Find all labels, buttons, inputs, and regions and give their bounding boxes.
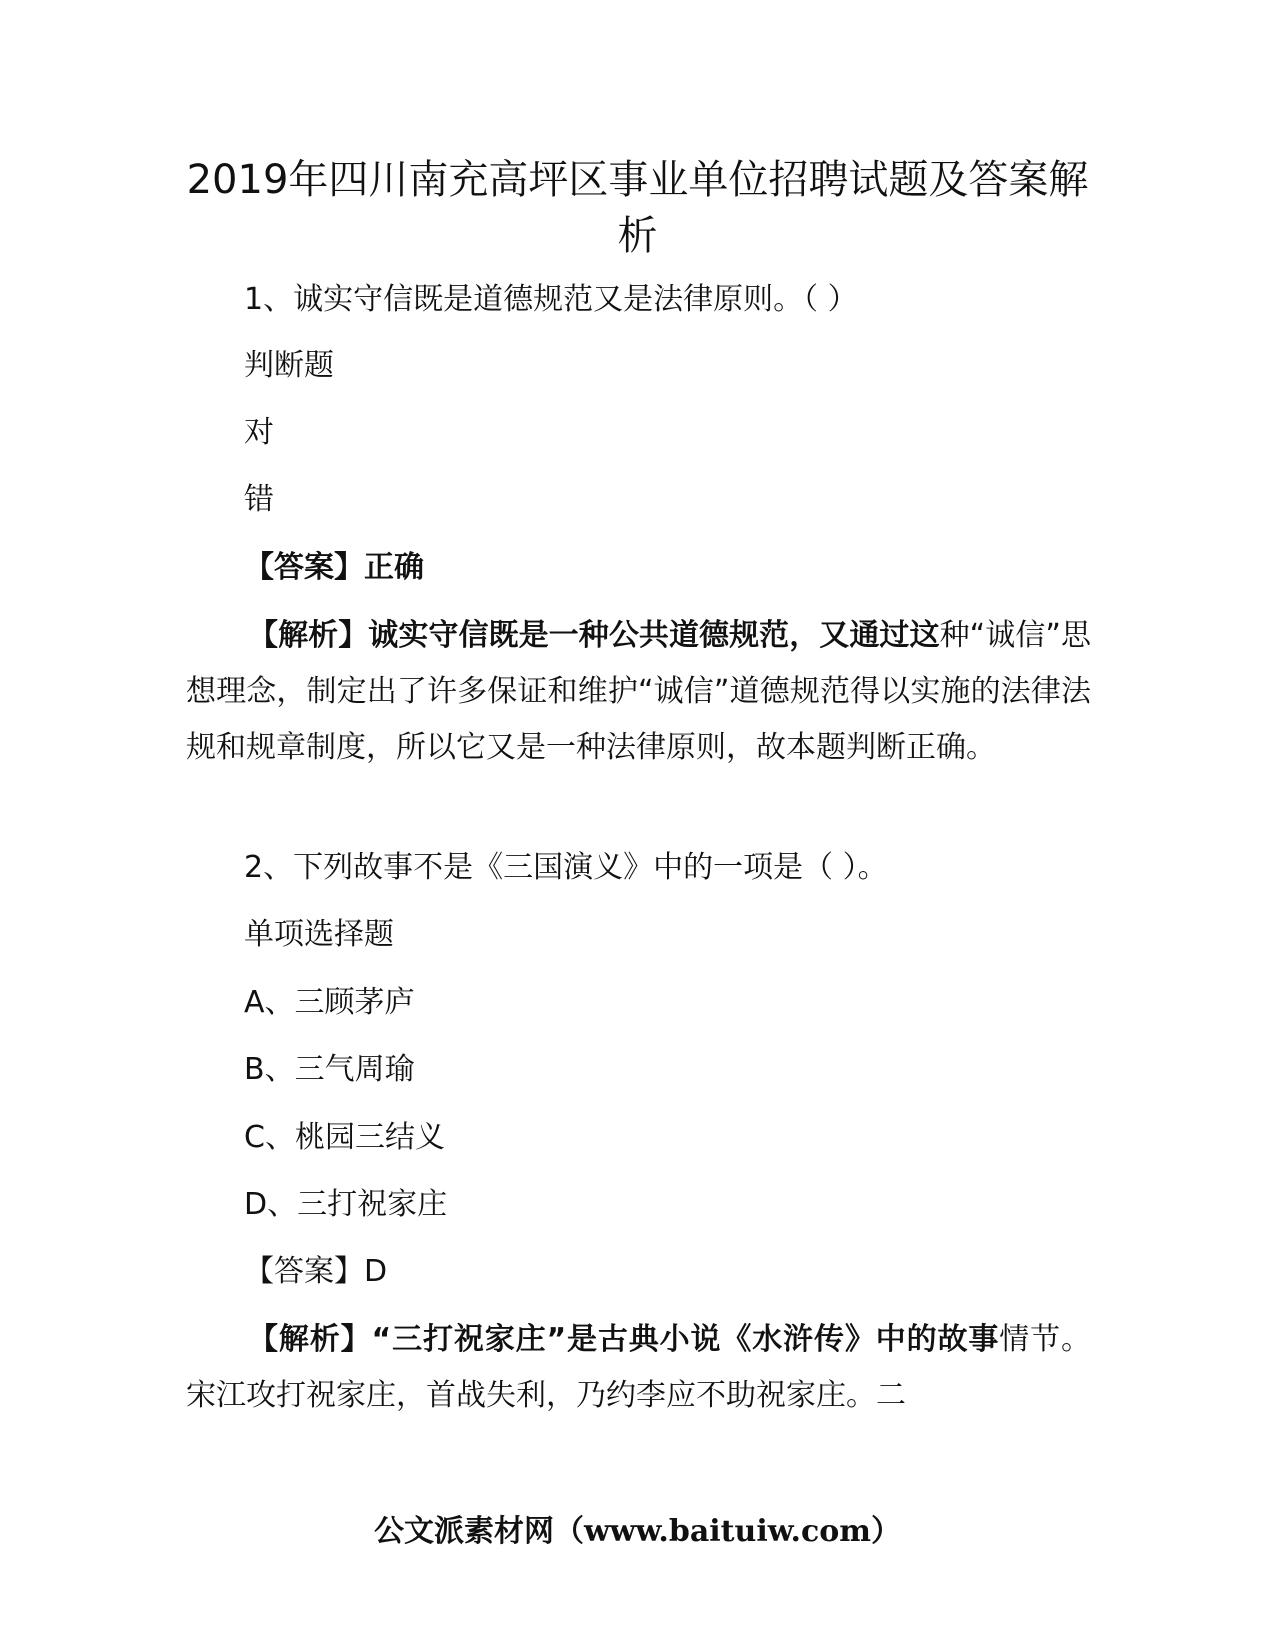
question-1-analysis-rest: 种“诚信”思想理念，制定出了许多保证和维护“诚信”道德规范得以实施的法律法规和规章制度，所以它又是一种法律原则，故本题判断正确。 — [186, 618, 1092, 765]
question-1-option-1: 对 — [244, 415, 274, 450]
question-2-analysis-rest: 情节。宋江攻打祝家庄，首战失利，乃约李应不助祝家庄。二 — [186, 1322, 1091, 1413]
question-2-answer: 【答案】D — [244, 1254, 388, 1289]
question-2-analysis — [186, 1312, 1091, 1424]
question-1-type: 判断题 — [244, 348, 334, 383]
question-2-stem: 2、下列故事不是《三国演义》中的一项是（ ）。 — [244, 850, 888, 885]
question-2-type: 单项选择题 — [244, 917, 394, 952]
question-2-analysis-lead: 【解析】“三打祝家庄”是古典小说《水浒传》中的故事 — [248, 1322, 1000, 1357]
question-2-option-b: B、三气周瑜 — [244, 1052, 415, 1087]
question-1-answer: 【答案】正确 — [244, 550, 424, 585]
question-1-option-2: 错 — [244, 482, 274, 517]
question-1-analysis — [186, 608, 1091, 776]
document-title: 2019年四川南充高坪区事业单位招聘试题及答案解析 — [186, 157, 1089, 259]
question-2-option-a: A、三顾茅庐 — [244, 985, 415, 1020]
question-1-analysis-lead: 【解析】诚实守信既是一种公共道德规范，又通过这 — [248, 618, 940, 653]
question-1-stem: 1、诚实守信既是道德规范又是法律原则。（ ） — [244, 282, 858, 317]
footer-source: 公文派素材网（www.baituiw.com） — [373, 1514, 902, 1549]
question-2-option-d: D、三打祝家庄 — [244, 1187, 448, 1222]
question-2-option-c: C、桃园三结义 — [244, 1120, 445, 1155]
